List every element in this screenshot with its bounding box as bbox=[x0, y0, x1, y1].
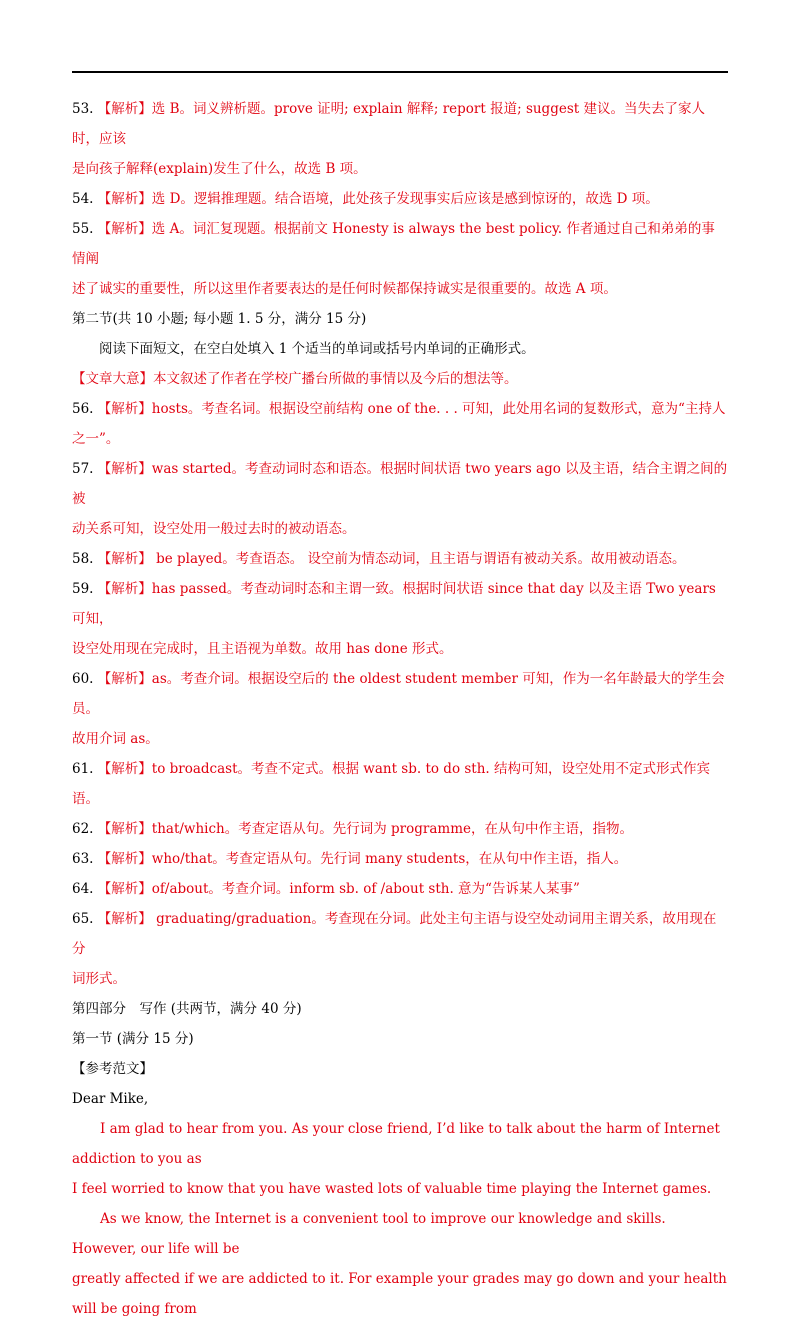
answer-65: 65. 【解析】 graduating/graduation。考查现在分词。此处主句主语与设空处动词用主谓关系，故用现在分 bbox=[72, 911, 717, 957]
analysis-tag: 【解析】 bbox=[97, 101, 152, 117]
answer-63: 63. 【解析】who/that。考查定语从句。先行词 many students，在从句中作主语，指人。 bbox=[72, 851, 628, 867]
document-content bbox=[72, 94, 728, 1324]
answer-text: 选 A。词汇复现题。根据前文 Honesty is always the best policy. 作者通过自己和弟弟的事情阐 bbox=[72, 221, 715, 267]
answer-text: was started。考查动词时态和语态。根据时间状语 two years ago 以及主语，结合主谓之间的被 bbox=[72, 461, 728, 507]
answer-62: 62. 【解析】that/which。考查定语从句。先行词为 programme，在从句中作主语，指物。 bbox=[72, 821, 633, 837]
answer-56: 56. 【解析】hosts。考查名词。根据设空前结构 one of the. . . 可知，此处用名词的复数形式，意为“主持人 bbox=[72, 401, 726, 417]
answer-53: 53. 【解析】选 B。词义辨析题。prove 证明; explain 解释; report 报道; suggest 建议。当失去了家人时，应该 bbox=[72, 101, 705, 147]
answer-text-cont: 词形式。 bbox=[72, 971, 126, 987]
section-instruction: 阅读下面短文，在空白处填入 1 个适当的单词或括号内单词的正确形式。 bbox=[99, 341, 535, 357]
answer-text: as。考查介词。根据设空后的 the oldest student member 可知，作为一名年龄最大的学生会员。 bbox=[72, 671, 725, 717]
header-rule bbox=[72, 71, 728, 73]
answer-59: 59. 【解析】has passed。考查动词时态和主谓一致。根据时间状语 since that day 以及主语 Two years 可知， bbox=[72, 581, 716, 627]
answer-text-cont: 动关系可知，设空处用一般过去时的被动语态。 bbox=[72, 521, 356, 537]
analysis-tag: 【解析】 bbox=[97, 221, 152, 237]
answer-text: 选 D。逻辑推理题。结合语境，此处孩子发现事实后应该是感到惊讶的，故选 D 项。 bbox=[151, 191, 659, 207]
analysis-tag: 【解析】 bbox=[97, 191, 152, 207]
letter-paragraph-1-line-1: I am glad to hear from you. As your close friend, I’d like to talk about the harm of Internet addiction to you as bbox=[72, 1121, 720, 1167]
answer-text: who/that。考查定语从句。先行词 many students，在从句中作主语，指人。 bbox=[151, 851, 628, 867]
analysis-tag: 【解析】 bbox=[97, 401, 152, 417]
answer-text-cont: 述了诚实的重要性，所以这里作者要表达的是任何时候都保持诚实是很重要的。故选 A 项。 bbox=[72, 281, 617, 297]
answer-text-cont: 设空处用现在完成时，且主语视为单数。故用 has done 形式。 bbox=[72, 641, 453, 657]
answer-text-cont: 之一”。 bbox=[72, 431, 120, 447]
analysis-tag: 【解析】 bbox=[97, 551, 152, 567]
answer-58: 58. 【解析】 be played。考查语态。 设空前为情态动词，且主语与谓语有被动关系。故用被动语态。 bbox=[72, 551, 686, 567]
article-summary: 【文章大意】本文叙述了作者在学校广播台所做的事情以及今后的想法等。 bbox=[72, 371, 518, 387]
sample-tag: 【参考范文】 bbox=[72, 1061, 153, 1077]
part-heading: 第四部分 写作 (共两节，满分 40 分) bbox=[72, 1001, 302, 1017]
answer-54: 54. 【解析】选 D。逻辑推理题。结合语境，此处孩子发现事实后应该是感到惊讶的，故选 D 项。 bbox=[72, 191, 659, 207]
answer-text: that/which。考查定语从句。先行词为 programme，在从句中作主语，指物。 bbox=[151, 821, 633, 837]
answer-text: hosts。考查名词。根据设空前结构 one of the. . . 可知，此处用名词的复数形式，意为“主持人 bbox=[151, 401, 726, 417]
answer-text-cont: 故用介词 as。 bbox=[72, 731, 159, 747]
answer-55: 55. 【解析】选 A。词汇复现题。根据前文 Honesty is always the best policy. 作者通过自己和弟弟的事情阐 bbox=[72, 221, 715, 267]
analysis-tag: 【解析】 bbox=[97, 911, 152, 927]
analysis-tag: 【解析】 bbox=[97, 881, 152, 897]
letter-paragraph-2-line-1: As we know, the Internet is a convenient tool to improve our knowledge and skills. However, our life will be bbox=[72, 1211, 666, 1257]
answer-64: 64. 【解析】of/about。考查介词。inform sb. of /about sth. 意为“告诉某人某事” bbox=[72, 881, 580, 897]
letter-salutation: Dear Mike, bbox=[72, 1091, 149, 1107]
letter-paragraph-1-line-2: I feel worried to know that you have wasted lots of valuable time playing the Internet games. bbox=[72, 1181, 712, 1197]
answer-61: 61. 【解析】to broadcast。考查不定式。根据 want sb. to do sth. 结构可知，设空处用不定式形式作宾语。 bbox=[72, 761, 710, 807]
analysis-tag: 【解析】 bbox=[97, 851, 152, 867]
section-heading: 第一节 (满分 15 分) bbox=[72, 1031, 194, 1047]
answer-text-cont: 是向孩子解释(explain)发生了什么，故选 B 项。 bbox=[72, 161, 367, 177]
analysis-tag: 【解析】 bbox=[97, 461, 152, 477]
answer-text: to broadcast。考查不定式。根据 want sb. to do sth. 结构可知，设空处用不定式形式作宾语。 bbox=[72, 761, 710, 807]
analysis-tag: 【解析】 bbox=[97, 581, 152, 597]
answer-60: 60. 【解析】as。考查介词。根据设空后的 the oldest student member 可知，作为一名年龄最大的学生会员。 bbox=[72, 671, 725, 717]
answer-text: graduating/graduation。考查现在分词。此处主句主语与设空处动词用主谓关系，故用现在分 bbox=[72, 911, 717, 957]
answer-text: has passed。考查动词时态和主谓一致。根据时间状语 since that day 以及主语 Two years 可知， bbox=[72, 581, 716, 627]
analysis-tag: 【解析】 bbox=[97, 821, 152, 837]
letter-paragraph-2-line-2: greatly affected if we are addicted to it. For example your grades may go down and your health will be going from bbox=[72, 1271, 727, 1317]
answer-text: of/about。考查介词。inform sb. of /about sth. 意为“告诉某人某事” bbox=[151, 881, 580, 897]
answer-text: be played。考查语态。 设空前为情态动词，且主语与谓语有被动关系。故用被动语态。 bbox=[151, 551, 686, 567]
analysis-tag: 【解析】 bbox=[97, 671, 152, 687]
answer-57: 57. 【解析】was started。考查动词时态和语态。根据时间状语 two years ago 以及主语，结合主谓之间的被 bbox=[72, 461, 728, 507]
answer-text: 选 B。词义辨析题。prove 证明; explain 解释; report 报道; suggest 建议。当失去了家人时，应该 bbox=[72, 101, 705, 147]
analysis-tag: 【解析】 bbox=[97, 761, 152, 777]
section-heading: 第二节(共 10 小题; 每小题 1. 5 分，满分 15 分) bbox=[72, 311, 367, 327]
